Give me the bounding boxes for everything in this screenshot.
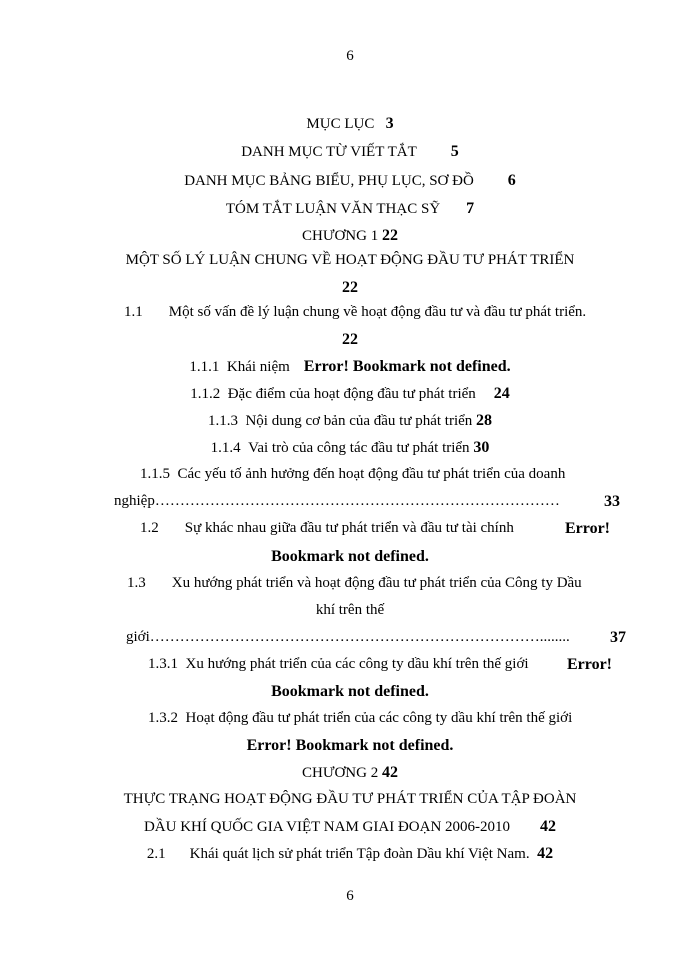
toc-page: 22 [342, 331, 358, 348]
toc-entry-chuong-1[interactable] [0, 227, 700, 245]
toc-number: 2.1 [146, 846, 166, 862]
bookmark-error: Bookmark not defined. [271, 683, 429, 700]
toc-title: Nội dung cơ bản của đầu tư phát triển [245, 413, 473, 429]
toc-number: 1.1.4 [210, 440, 241, 456]
toc-title: Khái niệm [226, 359, 290, 375]
toc-title: MỤC LỤC [306, 116, 375, 132]
toc-number: 1.3 [127, 575, 146, 591]
toc-entry-danh-muc-bang-bieu[interactable] [0, 172, 700, 190]
toc-entry-1-1-4[interactable] [0, 439, 700, 457]
toc-entry-chuong-1-name[interactable] [0, 252, 700, 269]
toc-title-line2: DẦU KHÍ QUỐC GIA VIỆT NAM GIAI ĐOẠN 2006-2010 [143, 819, 511, 835]
toc-number: 1.1 [124, 304, 143, 320]
toc-entry-1-3-2[interactable] [148, 710, 572, 727]
toc-title: Xu hướng phát triển của các công ty dầu khí trên thế giới [185, 656, 529, 672]
toc-entry-1-1-1[interactable] [0, 358, 700, 376]
toc-title-line1: THỰC TRẠNG HOẠT ĐỘNG ĐẦU TƯ PHÁT TRIỂN CỦA TẬP ĐOÀN [123, 791, 577, 807]
toc-entry-muc-luc[interactable] [0, 115, 700, 133]
header-page-number: 6 [346, 48, 354, 64]
toc-entry-1-1-3[interactable] [0, 412, 700, 430]
toc-page: 42 [540, 818, 557, 835]
toc-entry-1-1-2[interactable] [0, 385, 700, 403]
toc-entry-danh-muc-tu-viet-tat[interactable] [0, 143, 700, 161]
bookmark-error: Error! Bookmark not defined. [303, 358, 511, 375]
toc-number: 1.1.2 [190, 386, 221, 402]
toc-entry-1-2[interactable] [140, 520, 620, 537]
toc-error-1-3-2 [0, 737, 700, 755]
toc-title-line2: nghiệp……………………………………………………………………… [114, 493, 560, 509]
toc-number: 1.1.3 [207, 413, 238, 429]
bookmark-error: Error! Bookmark not defined. [246, 737, 454, 754]
toc-number: 1.3.2 [148, 710, 178, 726]
toc-title: CHƯƠNG 2 [302, 765, 379, 781]
toc-title: Sự khác nhau giữa đầu tư phát triển và đầu tư tài chính [184, 520, 514, 536]
toc-title-line3: giới……………………………………………………………………........ [126, 629, 570, 645]
toc-number: 1.1.1 [189, 359, 220, 375]
toc-title: TÓM TẮT LUẬN VĂN THẠC SỸ [225, 201, 441, 217]
toc-title: MỘT SỐ LÝ LUẬN CHUNG VỀ HOẠT ĐỘNG ĐẦU TƯ PHÁT TRIỂN [125, 252, 575, 268]
toc-page: 5 [450, 143, 459, 160]
toc-page: 22 [342, 279, 358, 296]
toc-title: Hoạt động đầu tư phát triển của các công ty dầu khí trên thế giới [185, 710, 573, 726]
toc-entry-1-3-cont2[interactable] [126, 629, 626, 646]
toc-page: 22 [381, 227, 398, 244]
toc-entry-tom-tat[interactable] [0, 200, 700, 218]
toc-page: 37 [610, 629, 626, 646]
toc-entry-chuong-2[interactable] [0, 764, 700, 782]
toc-entry-chuong-2-name[interactable] [0, 791, 700, 808]
toc-page: 3 [385, 115, 394, 132]
toc-entry-1-1-5[interactable] [140, 466, 565, 483]
toc-number: 1.2 [140, 520, 159, 536]
bookmark-error: Error! [566, 656, 612, 673]
toc-entry-1-1-5-cont[interactable] [114, 493, 620, 510]
toc-title-line2: khí trên thế [315, 602, 385, 618]
toc-page-1-1 [0, 331, 700, 349]
toc-entry-chuong-2-name-cont[interactable] [0, 818, 700, 836]
toc-title: DANH MỤC TỪ VIẾT TẮT [241, 144, 417, 160]
toc-entry-1-3[interactable] [127, 575, 582, 592]
toc-page: 33 [604, 493, 620, 510]
toc-title: Vai trò của công tác đầu tư phát triển [248, 440, 470, 456]
toc-title: DANH MỤC BẢNG BIỂU, PHỤ LỤC, SƠ ĐỒ [184, 173, 474, 189]
toc-page-chuong-1-name [0, 279, 700, 297]
toc-title: Đặc điểm của hoạt động đầu tư phát triển [227, 386, 476, 402]
toc-page: 6 [507, 172, 516, 189]
toc-page: 28 [476, 412, 493, 429]
toc-title: Khái quát lịch sử phát triển Tập đoàn Dầu khí Việt Nam. [189, 846, 530, 862]
toc-title-line1: Xu hướng phát triển và hoạt động đầu tư phát triển của Công ty Dầu [171, 575, 582, 591]
toc-page: 42 [381, 764, 398, 781]
toc-entry-1-3-cont[interactable] [0, 602, 700, 619]
toc-error-1-2-cont [0, 548, 700, 566]
toc-error-1-3-1-cont [0, 683, 700, 701]
toc-entry-1-3-1[interactable] [148, 656, 612, 673]
toc-page: 42 [537, 845, 554, 862]
toc-title: Một số vấn đề lý luận chung về hoạt động đầu tư và đầu tư phát triển. [168, 304, 587, 320]
toc-page: 30 [473, 439, 490, 456]
toc-number: 1.1.5 [140, 466, 170, 482]
toc-page: 7 [466, 200, 475, 217]
toc-title-line1: Các yếu tố ảnh hưởng đến hoạt động đầu tư phát triển của doanh [177, 466, 566, 482]
bookmark-error: Error! [564, 520, 610, 537]
toc-number: 1.3.1 [148, 656, 178, 672]
toc-title: CHƯƠNG 1 [302, 228, 379, 244]
bookmark-error: Bookmark not defined. [271, 548, 429, 565]
footer-page-number: 6 [346, 888, 354, 904]
toc-entry-2-1[interactable] [0, 845, 700, 863]
toc-entry-1-1[interactable] [124, 304, 586, 321]
toc-page: 24 [493, 385, 510, 402]
